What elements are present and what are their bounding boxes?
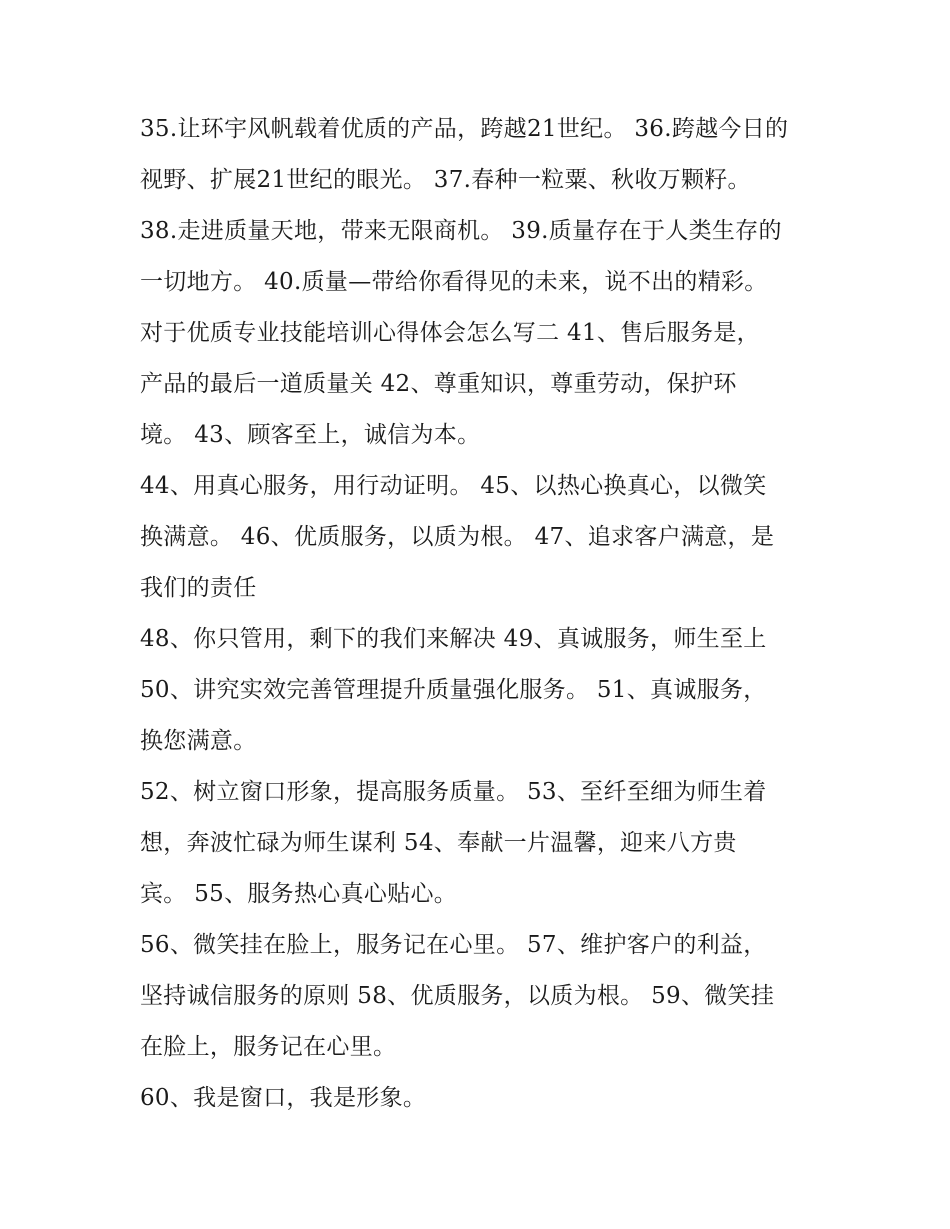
text-line: 56、微笑挂在脸上，服务记在心里。 57、维护客户的利益，: [140, 932, 767, 958]
text-line: 坚持诚信服务的原则 58、优质服务，以质为根。 59、微笑挂: [140, 983, 775, 1009]
text-line: 换您满意。: [140, 728, 257, 754]
text-line: 我们的责任: [140, 575, 257, 601]
text-line: 宾。 55、服务热心真心贴心。: [140, 881, 458, 907]
text-line: 产品的最后一道质量关 42、尊重知识，尊重劳动，保护环: [140, 371, 737, 397]
text-line: 在脸上，服务记在心里。: [140, 1034, 397, 1060]
text-line: 一切地方。 40.质量—带给你看得见的未来，说不出的精彩。: [140, 269, 768, 295]
text-line: 视野、扩展21世纪的眼光。 37.春种一粒粟、秋收万颗籽。: [140, 167, 751, 193]
text-line: 44、用真心服务，用行动证明。 45、以热心换真心，以微笑: [140, 473, 767, 499]
text-line: 38.走进质量天地，带来无限商机。 39.质量存在于人类生存的: [140, 218, 782, 244]
text-line: 52、树立窗口形象，提高服务质量。 53、至纤至细为师生着: [140, 779, 767, 805]
text-line: 35.让环宇风帆载着优质的产品，跨越21世纪。 36.跨越今日的: [140, 116, 789, 142]
text-line: 48、你只管用，剩下的我们来解决 49、真诚服务，师生至上: [140, 626, 767, 652]
text-line: 对于优质专业技能培训心得体会怎么写二 41、售后服务是，: [140, 320, 760, 346]
text-line: 50、讲究实效完善管理提升质量强化服务。 51、真诚服务，: [140, 677, 767, 703]
text-line: 想，奔波忙碌为师生谋利 54、奉献一片温馨，迎来八方贵: [140, 830, 737, 856]
text-line: 换满意。 46、优质服务，以质为根。 47、追求客户满意，是: [140, 524, 775, 550]
document-body: [140, 104, 820, 1124]
text-line: 境。 43、顾客至上，诚信为本。: [140, 422, 481, 448]
text-line: 60、我是窗口，我是形象。: [140, 1085, 427, 1111]
